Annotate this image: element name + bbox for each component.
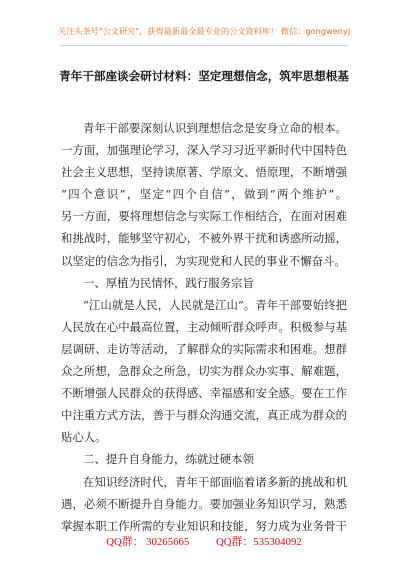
- page-footer: [0, 534, 408, 549]
- footer-qq-group-1: QQ群： 30265665: [106, 536, 190, 548]
- paragraph-2-line: 人民放在心中最高位置，主动倾听群众呼声。积极参与基: [61, 319, 347, 334]
- footer-qq-group-2: QQ群：535304092: [216, 536, 302, 548]
- section-heading-1: 一、厚植为民情怀，践行服务宗旨: [83, 275, 254, 290]
- paragraph-1-line: 青年干部要深刻认识到理想信念是安身立命的根本。: [83, 121, 347, 135]
- paragraph-2-line: 众之所想，急群众之所急，切实为群众办实事、解难题，: [61, 364, 347, 379]
- section-heading-2: 二、提升自身能力，练就过硬本领: [83, 452, 254, 467]
- paragraph-2-line: 贴心人。: [61, 430, 107, 445]
- paragraph-3-line: 在知识经济时代，青年干部面临着诸多新的挑战和机: [83, 474, 347, 489]
- paragraph-3-line: 掌握本职工作所需的专业知识和技能，努力成为业务骨干: [61, 518, 347, 533]
- paragraph-1-line: 社会主义思想，坚持读原著、学原文、悟原理，不断增强: [61, 165, 347, 180]
- paragraph-1-line: 和挑战时，能够坚守初心，不被外界干扰和诱惑所动摇，: [61, 231, 347, 246]
- document-body: [61, 117, 347, 537]
- paragraph-1-line: 另一方面，要将理想信念与实际工作相结合，在面对困难: [61, 209, 347, 224]
- paragraph-2-line: 不断增强人民群众的获得感、幸福感和安全感。要在工作: [61, 386, 347, 401]
- header-promo-text: 关注头条号"公文研究"，获得最新最全最专业的公文资料库！ 微信：gongwenyj: [57, 26, 351, 36]
- paragraph-1-line: “四个意识”，坚定“四个自信”，做到“两个维护”。: [61, 187, 347, 202]
- paragraph-2-line: 中注重方式方法，善于与群众沟通交流，真正成为群众的: [61, 408, 347, 423]
- paragraph-3-line: 遇，必须不断提升自身能力。要加强业务知识学习，熟悉: [61, 496, 347, 511]
- paragraph-1-line: 以坚定的信念为指引，为实现党和人民的事业不懈奋斗。: [61, 253, 346, 268]
- header-divider: [60, 45, 348, 46]
- paragraph-2-line: “江山就是人民，人民就是江山”。青年干部要始终把: [83, 297, 347, 312]
- paragraph-1-line: 一方面，加强理论学习，深入学习习近平新时代中国特色: [61, 143, 347, 158]
- paragraph-2-line: 层调研、走访等活动，了解群众的实际需求和困难。想群: [61, 341, 347, 356]
- document-title: 青年干部座谈会研讨材料：坚定理想信念，筑牢思想根基: [59, 69, 349, 83]
- page-header: [0, 0, 408, 52]
